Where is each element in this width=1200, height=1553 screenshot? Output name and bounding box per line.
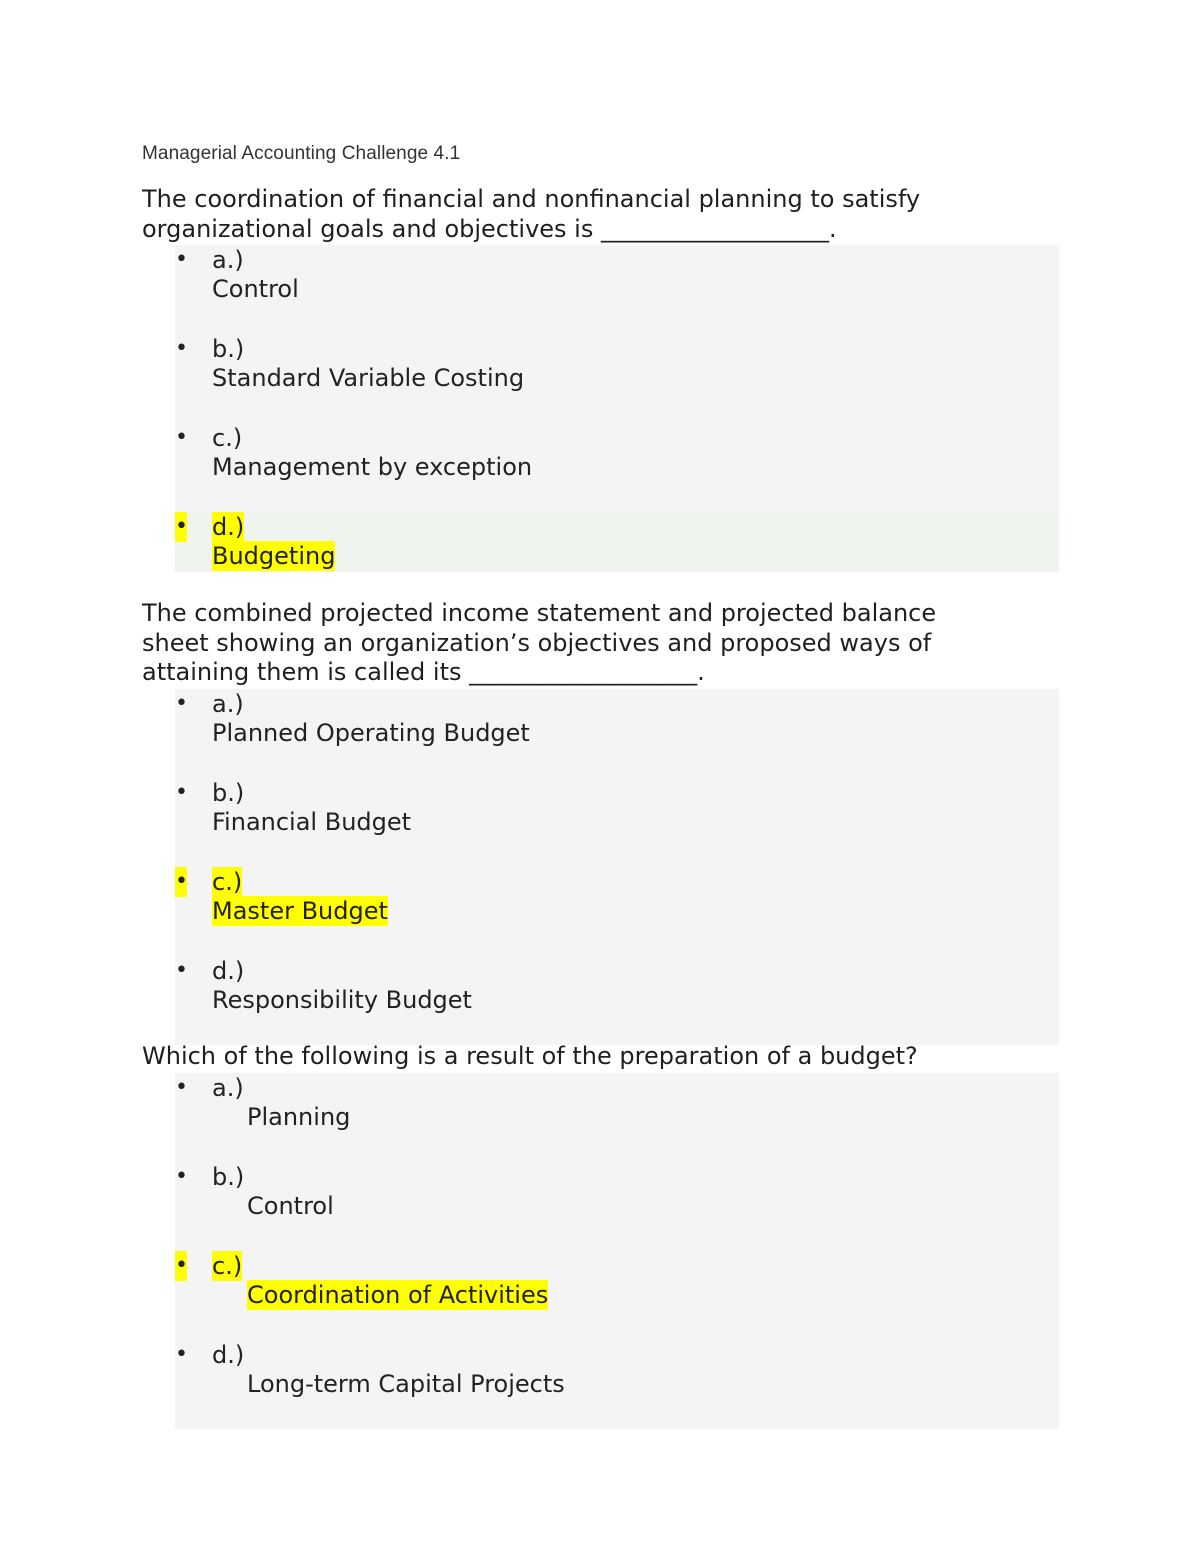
option-letter: d.) [212,957,245,985]
option-letter: c.) [212,424,243,452]
option-text: Budgeting [212,542,336,570]
option-letter: b.) [212,779,245,807]
question-2-line-1: The combined projected income statement and projected balance [142,599,937,627]
question-3-option-b[interactable] [175,1162,1059,1251]
question-1-option-c[interactable] [175,423,1059,512]
bullet-icon: • [175,958,188,983]
option-text: Responsibility Budget [212,986,472,1014]
option-text: Planned Operating Budget [212,719,530,747]
question-1-option-a[interactable] [175,245,1059,334]
question-1-line-1: The coordination of financial and nonfinancial planning to satisfy [142,185,921,213]
question-3-line-1: Which of the following is a result of the preparation of a budget? [142,1042,918,1070]
option-text: Control [247,1192,334,1220]
question-2-line-2: sheet showing an organization’s objectives and proposed ways of [142,628,932,657]
question-1-option-d[interactable] [175,512,1059,572]
option-letter: b.) [212,1163,245,1191]
option-letter: d.) [212,1341,245,1369]
bullet-icon: • [175,1075,188,1100]
option-letter: c.) [212,1252,243,1280]
question-3-prompt [142,1042,1022,1072]
question-2-prompt [142,599,1022,688]
question-2-option-b[interactable] [175,778,1059,867]
question-3-options [175,1073,1059,1429]
option-text: Master Budget [212,897,388,925]
option-text: Standard Variable Costing [212,364,525,392]
question-1-prompt [142,185,1022,244]
question-1-option-b[interactable] [175,334,1059,423]
option-letter: b.) [212,335,245,363]
question-2-option-d[interactable] [175,956,1059,1045]
option-letter: a.) [212,1074,244,1102]
question-2-options [175,689,1059,1045]
question-3-option-d[interactable] [175,1340,1059,1429]
question-1-options [175,245,1059,572]
question-2-line-3: attaining them is called its ___________________. [142,658,705,686]
option-text: Control [212,275,299,303]
option-letter: d.) [212,513,245,541]
option-text: Management by exception [212,453,533,481]
question-1-line-2: organizational goals and objectives is ___________________. [142,214,837,243]
bullet-icon: • [175,1251,187,1281]
option-text: Long-term Capital Projects [247,1370,565,1398]
option-letter: c.) [212,868,243,896]
bullet-icon: • [175,1342,188,1367]
option-text: Coordination of Activities [247,1281,549,1309]
option-text: Planning [247,1103,351,1131]
document-title: Managerial Accounting Challenge 4.1 [142,143,461,164]
bullet-icon: • [175,867,187,897]
option-text: Financial Budget [212,808,412,836]
question-3-option-c[interactable] [175,1251,1059,1340]
bullet-icon: • [175,512,187,542]
question-2-option-c[interactable] [175,867,1059,956]
bullet-icon: • [175,780,188,805]
bullet-icon: • [175,336,188,361]
question-2-option-a[interactable] [175,689,1059,778]
option-letter: a.) [212,690,244,718]
bullet-icon: • [175,247,188,272]
bullet-icon: • [175,691,188,716]
bullet-icon: • [175,1164,188,1189]
bullet-icon: • [175,425,188,450]
question-3-option-a[interactable] [175,1073,1059,1162]
option-letter: a.) [212,246,244,274]
